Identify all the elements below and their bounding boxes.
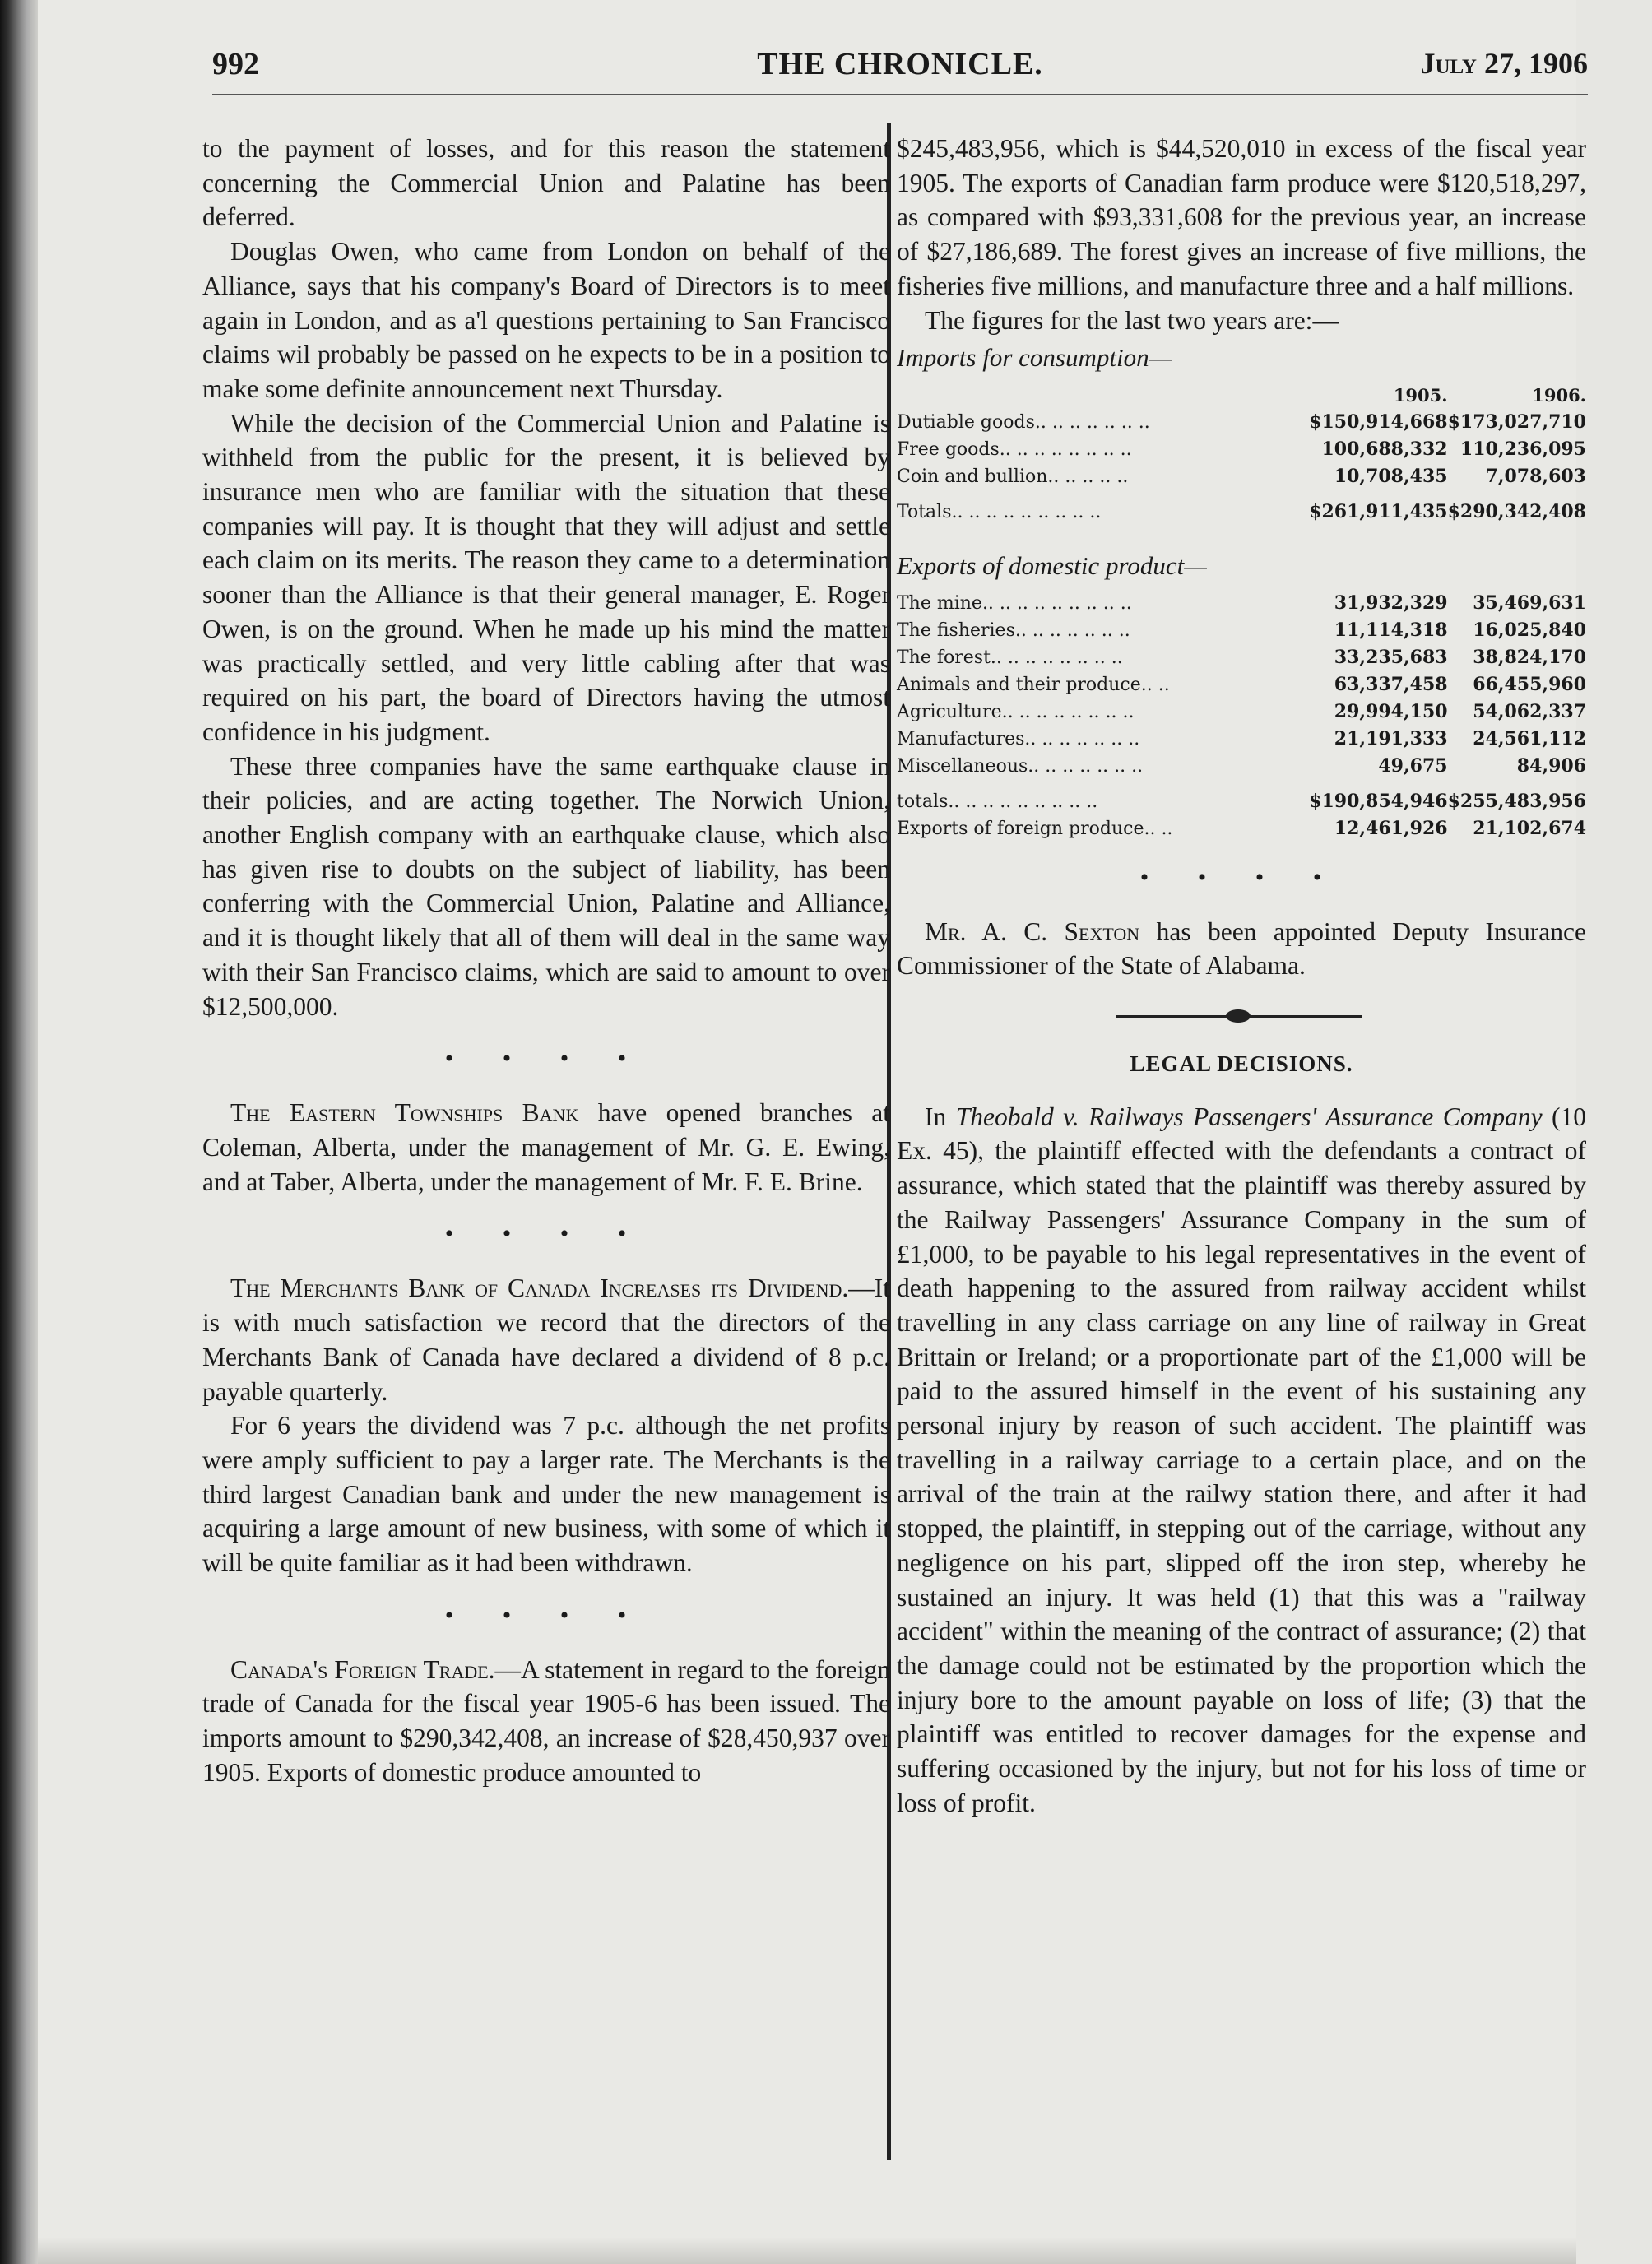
right-column: [897, 132, 1586, 1821]
paragraph-losses: to the payment of losses, and for this reason the statement concerning the Commercial Union and Palatine has been deferred.: [202, 134, 890, 232]
legal-decisions-heading: LEGAL DECISIONS.: [1130, 1051, 1353, 1077]
body-merchants-bank: —It is with much satisfaction we record that the directors of the Merchants Bank of Canada have declared a dividend of 8 p.c. payable quarterly.: [202, 1274, 890, 1406]
paragraph-douglas-owen: Douglas Owen, who came from London on behalf of the Alliance, says that his company's Board of Directors is to meet again in London, and as a'l questions pertaining to San Francisco claims wil probably be passed on he expects to be in a position to make some definite announcement next Thursday.: [202, 237, 890, 403]
table-row: Miscellaneous.. .. .. .. .. .. .. 49,675 84,906: [897, 754, 1586, 777]
body-foreign-trade: —A statement in regard to the foreign trade of Canada for the fiscal year 1905-6 has been issued. The imports amount to $290,342,408, an increase of $28,450,937 over 1905. Exports of domestic produce amounted to: [202, 1654, 890, 1787]
section-separator-dots: • • • •: [444, 1601, 648, 1629]
table-row: Animals and their produce.. .. 63,337,458 66,455,960: [897, 673, 1586, 695]
exports-total-row: totals.. .. .. .. .. .. .. .. .. $190,854,946 $255,483,956: [897, 790, 1586, 812]
paragraph-dividend-history: For 6 years the dividend was 7 p.c. although the net profits were amply sufficient to pay a larger rate. The Merchants is the third largest Canadian bank and under the new management is acquiring a large amount of new business, with some of which it will be quite familiar as it had been withdrawn.: [202, 1411, 890, 1578]
table-row: Manufactures.. .. .. .. .. .. .. 21,191,333 24,561,112: [897, 727, 1586, 749]
paragraph-theobald-case: In Theobald v. Railways Passengers' Assurance Company (10 Ex. 45), the plaintiff effected with the defendants a contract of assurance, which stated that the plaintiff was thereby assured by the Railway Passengers' Assurance Company in the sum of £1,000, to be payable to his legal representatives in the event of death happening to the assured from railway accident whilst travelling in any class carriage on any line of railway in Great Brittain or Ireland; or a proportionate part of the £1,000 will be paid to the assured himself in the event of his sustaining any personal injury by reason of such accident. The plaintiff was travelling in a railway carriage to a certain place, and on the arrival of the train at the railwy station there, and after it had stopped, the plaintiff, in stepping out of the carriage, without any negligence on his part, slipped off the iron step, whereby he sustained an injury. It was held (1) that this was a "railway accident" within the meaning of the contract of assurance; (2) that the damage could not be estimated by the proportion which the injury bore to the amount payable on loss of life; (3) that the plaintiff was entitled to recover damages for the expense and suffering occasioned by the injury, but not for his loss of time or loss of profit.: [897, 1102, 1586, 1817]
paragraph-sexton: [897, 915, 1586, 983]
scan-binding-edge: [0, 0, 38, 2264]
paragraph-earthquake-clause: These three companies have the same earthquake clause in their policies, and are acting together. The Norwich Union, another English company with an earthquake clause, which also has given rise to doubts on the subject of liability, has been conferring with the Commercial Union, Palatine and Alliance, and it is thought likely that all of them will deal in the same way with their San Francisco claims, which are said to amount to over $12,500,000.: [202, 751, 890, 1021]
imports-table-title: Imports for consumption—: [897, 343, 1172, 373]
foreign-produce-row: Exports of foreign produce.. .. 12,461,926 21,102,674: [897, 817, 1586, 839]
table-row: Coin and bullion.. .. .. .. .. 10,708,435 7,078,603: [897, 465, 1586, 487]
column-1906: 1906.: [1532, 384, 1586, 406]
newspaper-page: [38, 0, 1588, 2264]
paragraph-figures-intro: The figures for the last two years are:—: [925, 305, 1339, 335]
paragraph-eastern-townships: [202, 1096, 890, 1199]
paragraph-decision: While the decision of the Commercial Union and Palatine is withheld from the public for the present, it is believed by insurance men who are familiar with the situation that these companies will pay. It is thought that they will adjust and settle each claim on its merits. The reason they came to a determination sooner than the Alliance is that their general manager, E. Roger Owen, is on the ground. When he made up his mind the matter was practically settled, and very little cabling after that was required on his part, the board of Directors having the utmost confidence in his judgment.: [202, 408, 890, 746]
scan-bottom-edge: [38, 2238, 1576, 2264]
imports-total-row: Totals.. .. .. .. .. .. .. .. .. $261,911,435 $290,342,408: [897, 500, 1586, 522]
left-column: [202, 132, 890, 1790]
lead-eastern-townships: The Eastern Townships Bank: [230, 1098, 579, 1128]
imports-table: [897, 382, 1586, 526]
table-row: Dutiable goods.. .. .. .. .. .. .. $150,914,668 $173,027,710: [897, 411, 1586, 433]
case-name: Theobald v. Railways Passengers' Assurance Company: [955, 1102, 1543, 1131]
lead-foreign-trade: Canada's Foreign Trade.: [230, 1654, 495, 1684]
paragraph-merchants-bank: [202, 1271, 890, 1408]
page-number: 992: [212, 47, 259, 81]
imports-table-header: [897, 382, 1586, 409]
scan-right-margin: [1575, 0, 1652, 2264]
lead-merchants-bank: The Merchants Bank of Canada Increases its Dividend.: [230, 1274, 849, 1303]
table-row: Free goods.. .. .. .. .. .. .. .. 100,688,332 110,236,095: [897, 438, 1586, 460]
paragraph-foreign-trade: [202, 1653, 890, 1790]
table-row: Agriculture.. .. .. .. .. .. .. .. 29,994,150 54,062,337: [897, 700, 1586, 722]
paragraph-exports-summary: $245,483,956, which is $44,520,010 in excess of the fiscal year 1905. The exports of Canadian farm produce were $120,518,297, as compared with $93,331,608 for the previous year, an increase of $27,186,689. The forest gives an increase of five millions, the fisheries five millions, and manufacture three and a half millions.: [897, 134, 1586, 300]
table-row: The mine.. .. .. .. .. .. .. .. .. 31,932,329 35,469,631: [897, 592, 1586, 614]
table-row: The fisheries.. .. .. .. .. .. .. 11,114,318 16,025,840: [897, 619, 1586, 641]
column-1905: 1905.: [1393, 384, 1448, 406]
section-separator-dots: • • • •: [444, 1220, 648, 1248]
header-rule: [212, 94, 1588, 95]
page-header: [212, 46, 1588, 89]
ornamental-rule: [897, 1000, 1586, 1032]
section-separator-dots: • • • •: [444, 1045, 648, 1073]
body-sexton: has been appointed Deputy Insurance Commissioner of the State of Alabama.: [897, 916, 1586, 981]
table-row: The forest.. .. .. .. .. .. .. .. 33,235,683 38,824,170: [897, 646, 1586, 668]
issue-date: July 27, 1906: [1420, 47, 1588, 80]
exports-table-title: Exports of domestic product—: [897, 550, 1207, 580]
masthead-title: THE CHRONICLE.: [757, 47, 1043, 81]
section-separator-dots: • • • •: [1139, 863, 1343, 891]
exports-table: [897, 590, 1586, 842]
lead-sexton: Mr. A. C. Sexton: [925, 916, 1140, 946]
body-eastern-townships: have opened branches at Coleman, Alberta, under the management of Mr. G. E. Ewing, and at Taber, Alberta, under the management of Mr. F. E. Brine.: [202, 1098, 890, 1196]
